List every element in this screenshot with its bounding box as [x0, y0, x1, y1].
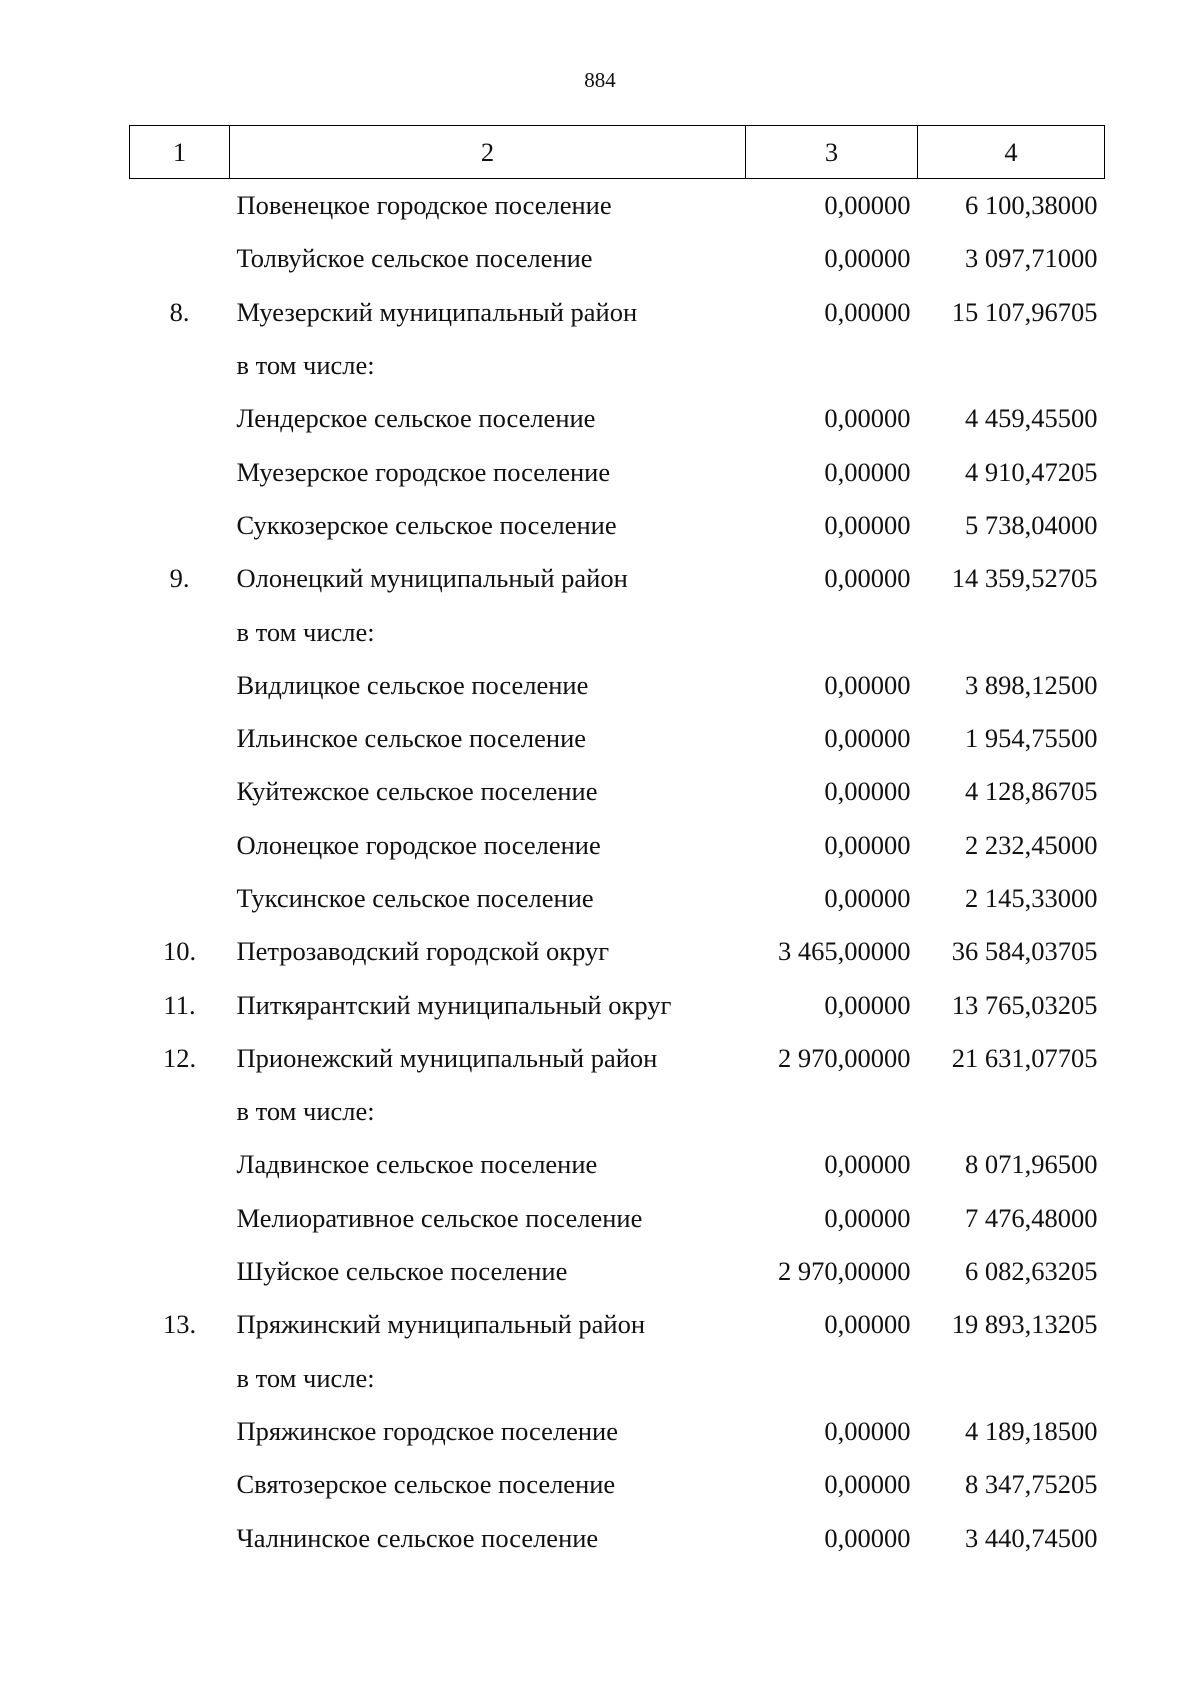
row-name: Повенецкое городское поселение: [236, 190, 612, 221]
row-value-col3: 0,00000: [824, 1522, 911, 1553]
row-name: Ильинское сельское поселение: [236, 723, 587, 754]
row-value-col4: 6 082,63205: [965, 1256, 1098, 1287]
row-value-col3: [746, 1085, 918, 1138]
row-value-col4: [918, 605, 1105, 658]
row-value-col3: 0,00000: [824, 509, 911, 540]
table-row: [130, 1192, 1105, 1245]
header-col-4: 4: [918, 126, 1105, 179]
row-number: 10.: [162, 936, 197, 967]
header-col-1: 1: [130, 126, 230, 179]
row-number: [130, 179, 230, 233]
data-table: [129, 125, 1105, 1565]
table-row: [130, 445, 1105, 498]
row-number: [130, 1352, 230, 1405]
row-name: Ладвинское сельское поселение: [236, 1149, 598, 1180]
row-number: [130, 1138, 230, 1191]
row-value-col4: 2 232,45000: [965, 829, 1098, 860]
table-row: [130, 1405, 1105, 1458]
row-value-col4: 7 476,48000: [965, 1202, 1098, 1233]
row-value-col3: 0,00000: [824, 1415, 911, 1446]
row-value-col3: 2 970,00000: [778, 1042, 911, 1073]
table-row: [130, 819, 1105, 872]
row-name: Толвуйское сельское поселение: [236, 243, 593, 274]
table-row: [130, 552, 1105, 605]
table-row: [130, 659, 1105, 712]
header-col-3: 3: [746, 126, 918, 179]
row-value-col4: 6 100,38000: [965, 190, 1098, 221]
row-value-col4: 2 145,33000: [965, 883, 1098, 913]
row-value-col4: 3 898,12500: [965, 669, 1098, 700]
table-row: [130, 712, 1105, 765]
row-number: [130, 605, 230, 658]
row-value-col3: 0,00000: [824, 243, 911, 274]
table-row: [130, 605, 1105, 658]
row-name: в том числе:: [236, 350, 375, 381]
row-number: [130, 1192, 230, 1245]
row-name: Пряжинское городское поселение: [236, 1415, 618, 1446]
row-value-col4: 14 359,52705: [951, 563, 1098, 594]
row-value-col3: [746, 1352, 918, 1405]
row-number: [130, 445, 230, 498]
row-name: Муезерский муниципальный район: [236, 296, 638, 327]
table-body: [130, 179, 1105, 1565]
row-value-col3: 0,00000: [824, 776, 911, 807]
row-value-col3: 0,00000: [824, 563, 911, 594]
row-name: Видлицкое сельское поселение: [236, 669, 589, 700]
row-value-col4: 8 347,75205: [965, 1469, 1098, 1500]
row-value-col4: 4 189,18500: [965, 1415, 1098, 1446]
row-value-col4: 19 893,13205: [951, 1309, 1098, 1340]
table-row: [130, 179, 1105, 233]
row-value-col3: 0,00000: [824, 989, 911, 1020]
row-value-col4: 4 910,47205: [965, 456, 1098, 487]
row-name: Суккозерское сельское поселение: [236, 509, 617, 540]
row-value-col3: [746, 605, 918, 658]
table-row: [130, 232, 1105, 285]
row-value-col3: 0,00000: [824, 1202, 911, 1233]
table-row: [130, 1352, 1105, 1405]
row-value-col3: 0,00000: [824, 456, 911, 487]
row-value-col4: 4 128,86705: [965, 776, 1098, 807]
row-name: Олонецкий муниципальный район: [236, 563, 628, 594]
row-value-col3: 0,00000: [824, 883, 911, 913]
row-number: [130, 232, 230, 285]
row-number: [130, 339, 230, 392]
row-name: Пряжинский муниципальный район: [236, 1309, 646, 1340]
table-row: [130, 765, 1105, 818]
row-value-col4: 5 738,04000: [965, 509, 1098, 540]
row-number: [130, 1511, 230, 1564]
table-row: [130, 978, 1105, 1031]
row-name: Чалнинское сельское поселение: [236, 1522, 599, 1553]
row-number: 11.: [163, 989, 196, 1020]
row-number: 12.: [162, 1042, 197, 1073]
row-value-col4: 13 765,03205: [951, 989, 1098, 1020]
row-value-col3: 0,00000: [824, 1309, 911, 1340]
row-name: Шуйское сельское поселение: [236, 1256, 568, 1287]
row-number: [130, 819, 230, 872]
row-name: Лендерское сельское поселение: [236, 403, 596, 434]
row-value-col3: 0,00000: [824, 723, 911, 754]
row-number: [130, 1458, 230, 1511]
row-value-col3: 0,00000: [824, 403, 911, 434]
row-value-col3: 3 465,00000: [778, 936, 911, 967]
row-number: [130, 1405, 230, 1458]
row-value-col4: 36 584,03705: [951, 936, 1098, 967]
row-value-col4: 3 440,74500: [965, 1522, 1098, 1553]
row-number: [130, 499, 230, 552]
row-value-col3: [746, 339, 918, 392]
row-number: 8.: [169, 296, 190, 327]
row-name: Питкярантский муниципальный округ: [236, 989, 672, 1020]
row-number: [130, 659, 230, 712]
row-name: в том числе:: [236, 1096, 375, 1127]
table-row: [130, 1085, 1105, 1138]
table-row: [130, 1138, 1105, 1191]
table-row: [130, 1458, 1105, 1511]
row-value-col3: 0,00000: [824, 669, 911, 700]
row-number: [130, 872, 230, 925]
row-number: 9.: [169, 563, 190, 594]
row-value-col3: 0,00000: [824, 1149, 911, 1180]
header-col-2: 2: [230, 126, 746, 179]
row-name: Петрозаводский городской округ: [236, 936, 610, 967]
row-number: [130, 1245, 230, 1298]
row-value-col3: 0,00000: [824, 829, 911, 860]
row-value-col4: [918, 1352, 1105, 1405]
row-name: Олонецкое городское поселение: [236, 829, 601, 860]
row-name: Куйтежское сельское поселение: [236, 776, 598, 807]
row-number: [130, 765, 230, 818]
row-value-col4: 1 954,75500: [965, 723, 1098, 754]
table-row: [130, 1298, 1105, 1351]
table-row: [130, 1032, 1105, 1085]
row-number: [130, 392, 230, 445]
page-number: 884: [584, 68, 616, 92]
row-value-col4: 21 631,07705: [951, 1042, 1098, 1073]
row-name: в том числе:: [236, 616, 375, 647]
row-value-col3: 2 970,00000: [778, 1256, 911, 1287]
row-name: Муезерское городское поселение: [236, 456, 611, 487]
row-value-col3: 0,00000: [824, 190, 911, 221]
row-name: в том числе:: [236, 1362, 375, 1393]
row-number: [130, 712, 230, 765]
row-name: Туксинское сельское поселение: [236, 883, 594, 913]
row-value-col4: 4 459,45500: [965, 403, 1098, 434]
row-value-col4: [918, 1085, 1105, 1138]
table-header: [130, 126, 1105, 179]
row-name: Святозерское сельское поселение: [236, 1469, 616, 1500]
table-row: [130, 872, 1105, 925]
header-row: [130, 126, 1105, 179]
row-value-col4: [918, 339, 1105, 392]
table-row: [130, 1245, 1105, 1298]
row-value-col4: 8 071,96500: [965, 1149, 1098, 1180]
table-row: [130, 925, 1105, 978]
row-value-col4: 3 097,71000: [965, 243, 1098, 274]
table-row: [130, 499, 1105, 552]
table-row: [130, 339, 1105, 392]
row-number: [130, 1085, 230, 1138]
table-row: [130, 392, 1105, 445]
table-row: [130, 1511, 1105, 1564]
row-number: 13.: [162, 1309, 197, 1340]
row-name: Прионежский муниципальный район: [236, 1042, 658, 1073]
row-value-col3: 0,00000: [824, 1469, 911, 1500]
row-value-col3: 0,00000: [824, 296, 911, 327]
row-value-col4: 15 107,96705: [951, 296, 1098, 327]
table-row: [130, 286, 1105, 339]
row-name: Мелиоративное сельское поселение: [236, 1202, 643, 1233]
